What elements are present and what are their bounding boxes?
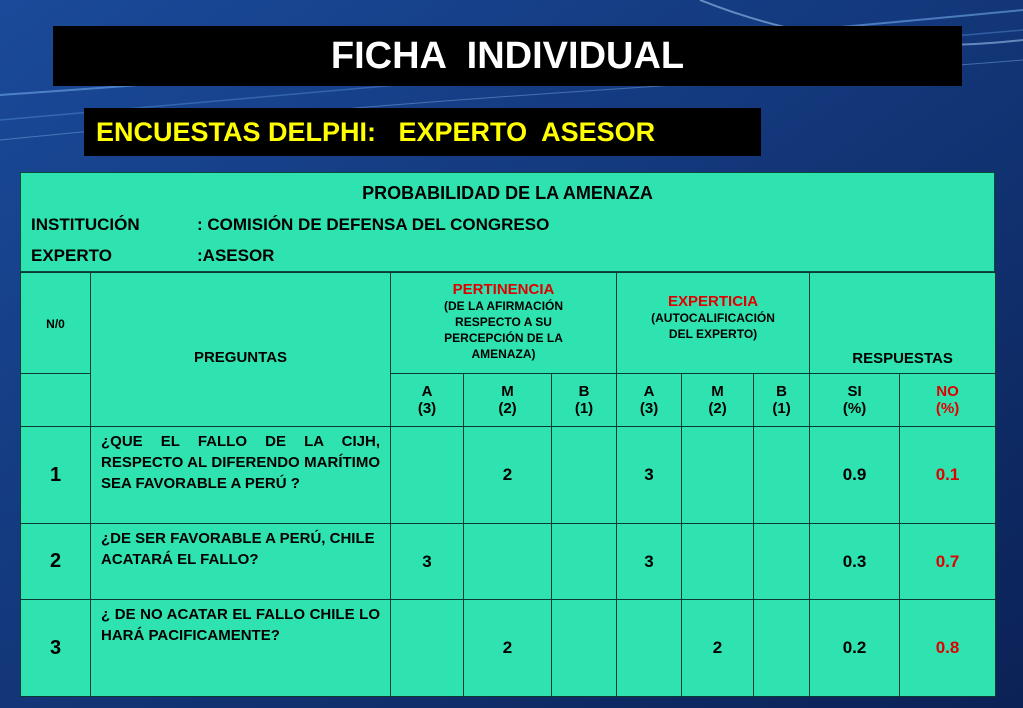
question-text: ¿DE SER FAVORABLE A PERÚ, CHILE ACATARÁ EL FALLO? bbox=[91, 524, 391, 600]
exp-m-value: 2 bbox=[682, 600, 754, 697]
exp-b-value bbox=[754, 600, 810, 697]
sub-exp-a: A (3) bbox=[617, 374, 682, 427]
exp-m-value bbox=[682, 427, 754, 524]
institucion-row bbox=[31, 215, 549, 235]
row-number: 2 bbox=[21, 524, 91, 600]
col-n-subheader bbox=[21, 374, 91, 427]
experticia-header bbox=[617, 273, 810, 374]
sub-pert-b: B (1) bbox=[552, 374, 617, 427]
pert-m-value: 2 bbox=[464, 600, 552, 697]
exp-b-value bbox=[754, 524, 810, 600]
pertinencia-desc: (DE LA AFIRMACIÓN RESPECTO A SU PERCEPCIÓN DE LA AMENAZA) bbox=[443, 299, 564, 361]
experto-label: EXPERTO bbox=[31, 246, 112, 265]
institucion-label: INSTITUCIÓN bbox=[31, 215, 140, 234]
pert-a-value bbox=[391, 427, 464, 524]
row-number: 3 bbox=[21, 600, 91, 697]
sub-pert-m: M (2) bbox=[464, 374, 552, 427]
exp-b-value bbox=[754, 427, 810, 524]
pert-a-value bbox=[391, 600, 464, 697]
sub-si: SI (%) bbox=[810, 374, 900, 427]
col-preguntas-header: PREGUNTAS bbox=[91, 273, 391, 427]
no-value: 0.1 bbox=[900, 427, 996, 524]
sub-no: NO (%) bbox=[900, 374, 996, 427]
respuestas-header: RESPUESTAS bbox=[810, 273, 996, 374]
experticia-desc: (AUTOCALIFICACIÓN DEL EXPERTO) bbox=[651, 311, 775, 341]
no-value: 0.7 bbox=[900, 524, 996, 600]
experto-row bbox=[31, 246, 274, 266]
no-value: 0.8 bbox=[900, 600, 996, 697]
si-value: 0.9 bbox=[810, 427, 900, 524]
info-box bbox=[20, 172, 995, 272]
question-text: ¿ DE NO ACATAR EL FALLO CHILE LO HARÁ PACIFICAMENTE? bbox=[91, 600, 391, 697]
pert-a-value: 3 bbox=[391, 524, 464, 600]
pertinencia-header bbox=[391, 273, 617, 374]
sub-exp-m: M (2) bbox=[682, 374, 754, 427]
pert-m-value bbox=[464, 524, 552, 600]
exp-a-value bbox=[617, 600, 682, 697]
page-title: FICHA INDIVIDUAL bbox=[53, 26, 962, 86]
si-value: 0.3 bbox=[810, 524, 900, 600]
pert-b-value bbox=[552, 427, 617, 524]
sub-exp-b: B (1) bbox=[754, 374, 810, 427]
pertinencia-title: PERTINENCIA bbox=[452, 281, 555, 298]
experticia-title: EXPERTICIA bbox=[668, 293, 759, 310]
table-row bbox=[21, 524, 996, 600]
col-n-header: N/0 bbox=[21, 273, 91, 374]
pert-m-value: 2 bbox=[464, 427, 552, 524]
sub-pert-a: A (3) bbox=[391, 374, 464, 427]
pert-b-value bbox=[552, 600, 617, 697]
row-number: 1 bbox=[21, 427, 91, 524]
table-row bbox=[21, 427, 996, 524]
header-row bbox=[21, 273, 996, 374]
experto-value: :ASESOR bbox=[197, 246, 275, 265]
exp-a-value: 3 bbox=[617, 427, 682, 524]
question-text: ¿QUE EL FALLO DE LA CIJH, RESPECTO AL DIFERENDO MARÍTIMO SEA FAVORABLE A PERÚ ? bbox=[91, 427, 391, 524]
info-heading: PROBABILIDAD DE LA AMENAZA bbox=[362, 183, 653, 203]
institucion-value: : COMISIÓN DE DEFENSA DEL CONGRESO bbox=[197, 215, 550, 234]
pert-b-value bbox=[552, 524, 617, 600]
survey-table bbox=[20, 272, 996, 697]
exp-a-value: 3 bbox=[617, 524, 682, 600]
page-subtitle: ENCUESTAS DELPHI: EXPERTO ASESOR bbox=[84, 108, 761, 156]
exp-m-value bbox=[682, 524, 754, 600]
si-value: 0.2 bbox=[810, 600, 900, 697]
table-row bbox=[21, 600, 996, 697]
